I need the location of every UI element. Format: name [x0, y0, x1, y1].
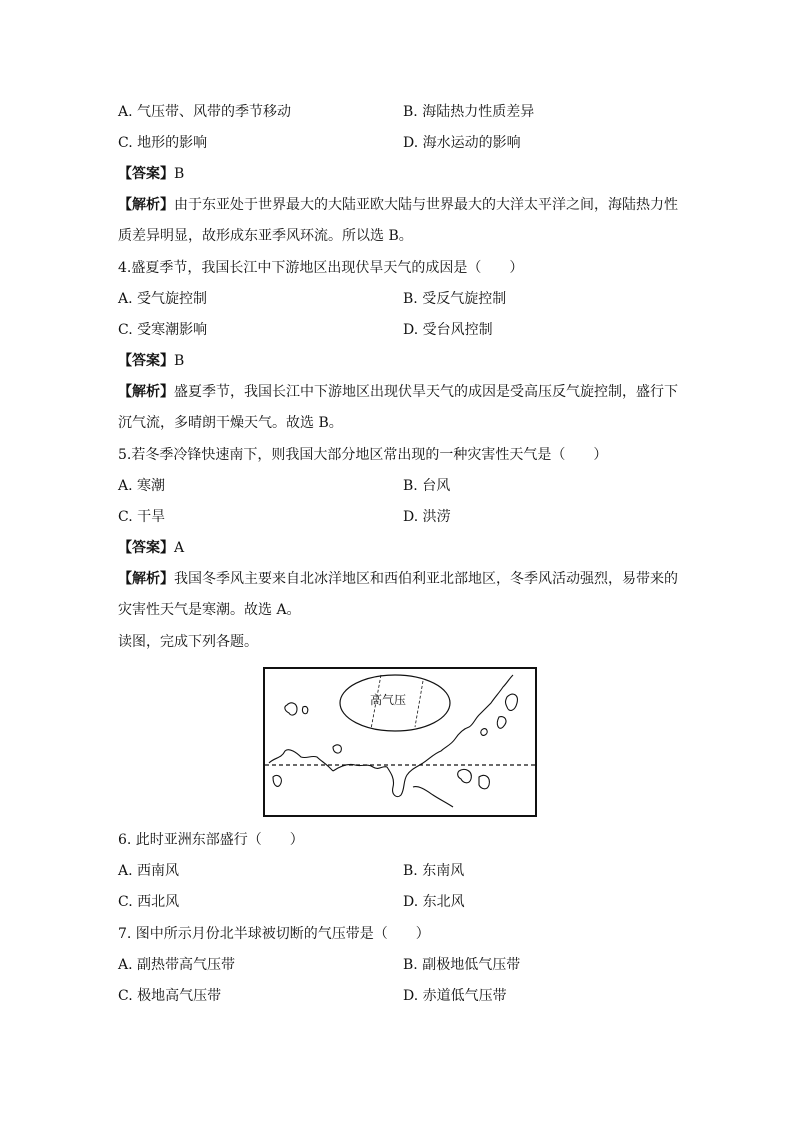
q5-option-b: B. 台风	[403, 478, 451, 494]
q4-option-c: C. 受寒潮影响	[118, 322, 208, 338]
answer-tag: 【答案】	[118, 166, 174, 182]
q6-options-row-1	[118, 861, 678, 881]
analysis-text: 我国冬季风主要来自北冰洋地区和西伯利亚北部地区，冬季风活动强烈，易带来的灾害性天气是寒潮。故选 A。	[118, 571, 678, 618]
q3-options-row-2	[118, 133, 678, 153]
q3-analysis	[118, 190, 678, 252]
high-pressure-label: 高气压	[370, 693, 407, 707]
answer-value: B	[174, 353, 185, 369]
q3-options-row-1	[118, 102, 678, 122]
q6-options-row-2	[118, 892, 678, 912]
q3-option-d: D. 海水运动的影响	[403, 135, 521, 151]
q4-answer	[118, 351, 184, 371]
asia-pressure-map	[263, 667, 537, 817]
q5-option-a: A. 寒潮	[118, 478, 166, 494]
q3-option-b: B. 海陆热力性质差异	[403, 104, 535, 120]
q7-option-a: A. 副热带高气压带	[118, 957, 236, 973]
q3-option-a: A. 气压带、风带的季节移动	[118, 104, 292, 120]
q6-stem: 6. 此时亚洲东部盛行（ ）	[118, 832, 304, 848]
q5-options-row-1	[118, 476, 678, 496]
q6-option-d: D. 东北风	[403, 894, 465, 910]
q6-option-c: C. 西北风	[118, 894, 180, 910]
q3-option-c: C. 地形的影响	[118, 135, 208, 151]
q6-option-b: B. 东南风	[403, 863, 465, 879]
q5-stem: 5.若冬季冷锋快速南下，则我国大部分地区常出现的一种灾害性天气是（ ）	[118, 447, 608, 463]
q7-options-row-2	[118, 986, 678, 1006]
q4-options-row-1	[118, 289, 678, 309]
q5-option-c: C. 干旱	[118, 509, 166, 525]
q7-option-d: D. 赤道低气压带	[403, 988, 507, 1004]
q5-answer	[118, 538, 184, 558]
answer-tag: 【答案】	[118, 353, 174, 369]
analysis-tag: 【解析】	[118, 384, 174, 400]
q7-stem: 7. 图中所示月份北半球被切断的气压带是（ ）	[118, 926, 430, 942]
q4-analysis	[118, 377, 678, 439]
q5-options-row-2	[118, 507, 678, 527]
map-frame	[264, 668, 536, 816]
q4-option-d: D. 受台风控制	[403, 322, 493, 338]
answer-value: A	[174, 540, 185, 556]
q7-options-row-1	[118, 955, 678, 975]
answer-tag: 【答案】	[118, 540, 174, 556]
q5-option-d: D. 洪涝	[403, 509, 451, 525]
q7-option-b: B. 副极地低气压带	[403, 957, 521, 973]
q4-option-b: B. 受反气旋控制	[403, 291, 507, 307]
q4-option-a: A. 受气旋控制	[118, 291, 208, 307]
q7-option-c: C. 极地高气压带	[118, 988, 222, 1004]
analysis-text: 盛夏季节，我国长江中下游地区出现伏旱天气的成因是受高压反气旋控制，盛行下沉气流，多晴朗干燥天气。故选 B。	[118, 384, 678, 431]
answer-value: B	[174, 166, 185, 182]
q4-stem: 4.盛夏季节，我国长江中下游地区出现伏旱天气的成因是（ ）	[118, 260, 524, 276]
q5-analysis	[118, 564, 678, 626]
analysis-text: 由于东亚处于世界最大的大陆亚欧大陆与世界最大的大洋太平洋之间，海陆热力性质差异明显，故形成东亚季风环流。所以选 B。	[118, 197, 678, 244]
analysis-tag: 【解析】	[118, 571, 174, 587]
q3-answer	[118, 164, 184, 184]
figure-intro: 读图，完成下列各题。	[118, 634, 258, 650]
analysis-tag: 【解析】	[118, 197, 174, 213]
q6-option-a: A. 西南风	[118, 863, 180, 879]
q4-options-row-2	[118, 320, 678, 340]
